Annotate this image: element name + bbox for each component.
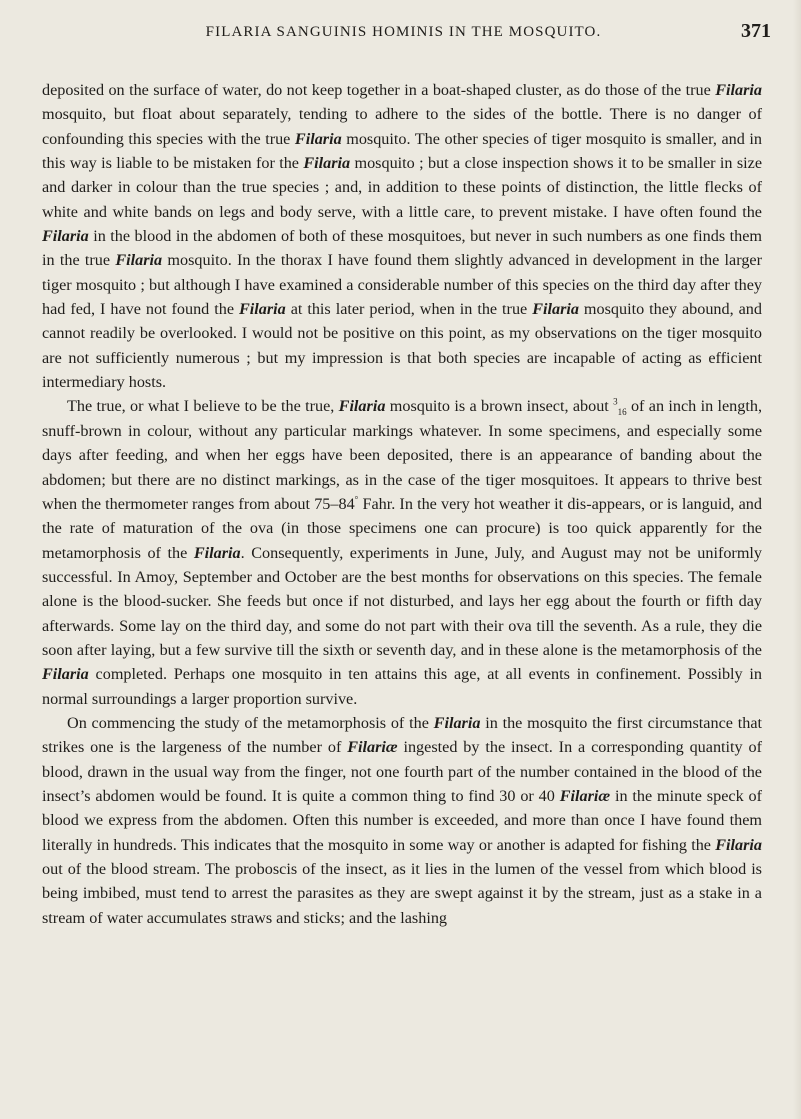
text-run: in the blood in the abdomen of both of these mosquitoes, but never in such numbers as one finds them in the true — [42, 227, 762, 270]
genus-name: Filaria — [238, 300, 286, 319]
text-run: mosquito. In the thorax I have found them slightly advanced in development in the larger tiger mosquito ; but although I have examined a considerable number of this species on the third day after they had fed, I have not found the — [42, 251, 762, 319]
degree-symbol: ° — [354, 494, 359, 505]
page-number: 371 — [741, 20, 771, 42]
text-run: ingested by the insect. In a corresponding quantity of blood, drawn in the usual way from the finger, not one fourth part of the number contained in the blood of the insect’s abdomen would be found. It is quite a common thing to find 30 or 40 — [42, 738, 762, 805]
running-title: FILARIA SANGUINIS HOMINIS IN THE MOSQUITO. — [205, 23, 602, 40]
fraction-denominator: 16 — [617, 407, 627, 418]
genus-name: Filaria — [433, 713, 481, 732]
genus-name: Filaria — [303, 154, 351, 173]
genus-name: Filaria — [42, 227, 89, 246]
text-run: in the minute speck of blood we express from the abdomen. Often this number is exceeded, and more than once I have found them literally in hundreds. This indicates that the mosquito in some way or another is adapted for fishing the — [42, 786, 763, 854]
genus-name: Filaria — [115, 251, 163, 270]
paragraph-2 — [42, 394, 762, 710]
genus-name: Filaria — [294, 129, 342, 148]
plural-genus-name: Filariæ — [559, 786, 611, 805]
paragraph-3 — [42, 711, 762, 930]
text-run: mosquito they abound, and cannot readily be overlooked. I would not be positive on this point, as my observations on the tiger mosquito are not sufficiently numerous ; but my impression is that both species are incapable of acting as efficient intermediary hosts. — [42, 300, 762, 392]
text-run: completed. Perhaps one mosquito in ten attains this age, at all events in confinement. Possibly in normal surroundings a larger proportion survive. — [42, 665, 762, 708]
paper-edge-shadow — [793, 0, 801, 1119]
plural-genus-name: Filariæ — [347, 738, 398, 757]
text-run: deposited on the surface of water, do not keep together in a boat-shaped cluster, as do those of the true — [42, 81, 716, 99]
genus-name: Filaria — [715, 835, 762, 854]
text-run: mosquito. The other species of tiger mosquito is smaller, and in this way is liable to be mistaken for the — [42, 129, 762, 173]
text-run: at this later period, when in the true — [285, 300, 533, 319]
genus-name: Filaria — [338, 397, 386, 416]
genus-name: Filaria — [532, 300, 579, 319]
genus-name: Filaria — [715, 81, 762, 99]
text-run: in the mosquito the first circumstance that strikes one is the largeness of the number of — [42, 713, 762, 757]
text-run: mosquito, but float about separately, tending to adhere to the sides of the bottle. There is no danger of confounding this species with the true — [42, 105, 762, 148]
text-run: of an inch in length, snuff-brown in colour, without any particular markings whatever. In some specimens, and especially some days after feeding, and when her eggs have been deposited, there is an appearance of banding about the abdomen; but there are no distinct markings, as in the case of the tiger mosquitoes. It appears to thrive best when the thermometer ranges from about 75–84 — [42, 397, 763, 513]
genus-name: Filaria — [193, 543, 241, 562]
text-run: mosquito is a brown insect, about — [385, 397, 614, 416]
body-text — [42, 78, 762, 930]
text-run: out of the blood stream. The proboscis of the insect, as it lies in the lumen of the vessel from which blood is being imbibed, must tend to arrest the parasites as they are swept against it by the stream, just as a stake in a stream of water accumulates straws and sticks; and the lashing — [42, 860, 762, 927]
fraction-numerator: 3 — [613, 397, 618, 408]
text-run: The true, or what I believe to be the true, — [67, 397, 339, 416]
text-run: . Consequently, experiments in June, July, and August may not be uniformly successful. In Amoy, September and October are the best months for observations on this species. The female alone is the blood-sucker. She feeds but once if not disturbed, and lays her egg about the fourth or fifth day afterwards. Some lay on the third day, and some do not part with their ova till the seventh. As a rule, they die soon after laying, but a few survive till the sixth or seventh day, and in these alone is the metamorphosis of the — [42, 543, 763, 659]
text-run: Fahr. In the very hot weather it dis-appears, or is languid, and the rate of maturation of the ova (in those specimens one can procure) is too quick apparently for the metamorphosis of the — [42, 494, 762, 562]
genus-name: Filaria — [42, 665, 89, 684]
paragraph-1 — [42, 78, 762, 394]
running-header — [36, 18, 771, 46]
text-run: On commencing the study of the metamorphosis of the — [67, 713, 434, 732]
text-run: mosquito ; but a close inspection shows it to be smaller in size and darker in colour than the true species ; and, in addition to these points of distinction, the little flecks of white and white bands on legs and body serve, with a little care, to prevent mistake. I have often found the — [42, 154, 763, 221]
